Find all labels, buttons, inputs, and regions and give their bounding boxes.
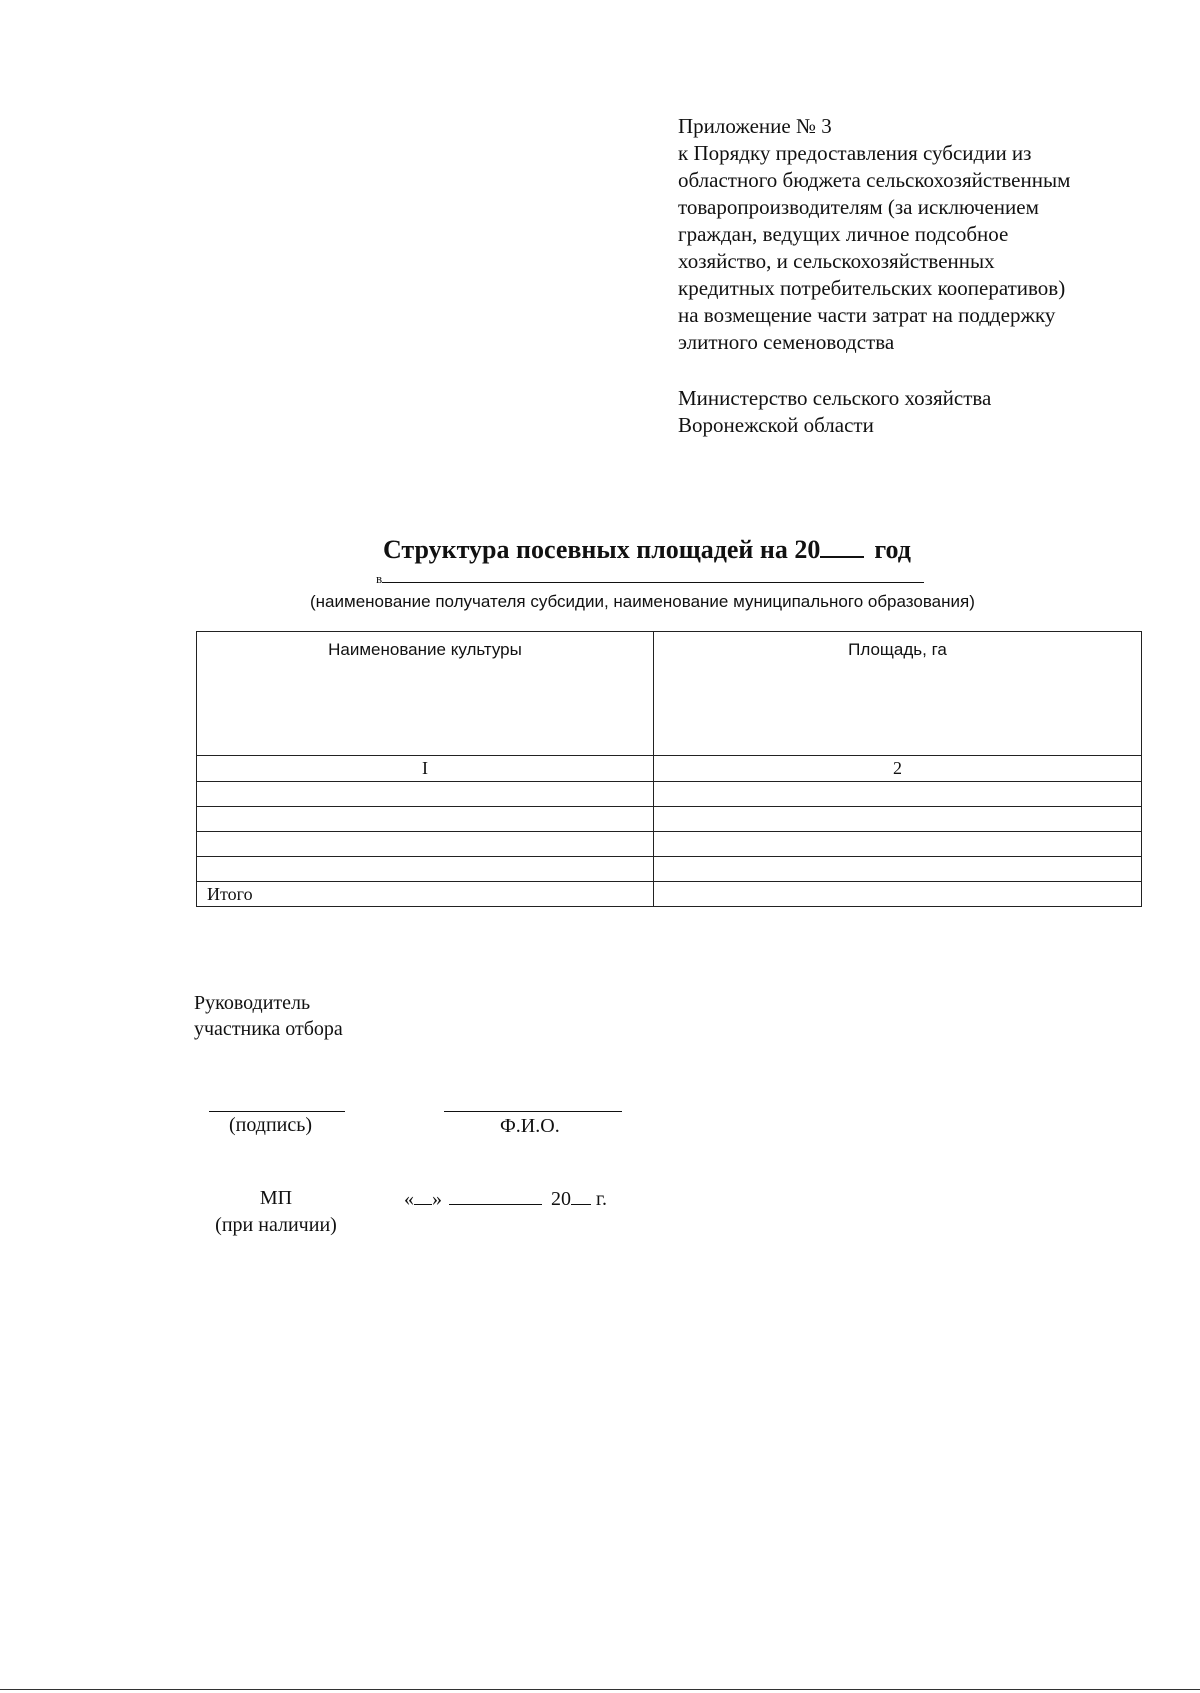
total-row — [197, 882, 1142, 907]
annex-line: кредитных потребительских кооперативов) — [678, 276, 1066, 300]
annex-line: граждан, ведущих личное подсобное — [678, 222, 1009, 246]
table-header-row — [197, 632, 1142, 756]
annex-line: хозяйство, и сельскохозяйственных — [678, 249, 995, 273]
area-cell[interactable] — [654, 857, 1142, 882]
stamp-line: (при наличии) — [215, 1214, 337, 1236]
signatory-line: участника отбора — [194, 1018, 343, 1040]
signatory-line: Руководитель — [194, 992, 311, 1014]
stamp-label — [208, 1185, 344, 1239]
date-open-quote: « — [404, 1188, 414, 1210]
table-row — [197, 832, 1142, 857]
month-blank[interactable] — [449, 1186, 542, 1205]
signature-caption: (подпись) — [229, 1114, 313, 1136]
addressee-line: Воронежской области — [678, 413, 874, 437]
addressee-line: Министерство сельского хозяйства — [678, 386, 992, 410]
date-field — [404, 1186, 607, 1211]
document-title — [383, 535, 911, 565]
crop-name-cell[interactable] — [197, 832, 654, 857]
total-label: Итого — [197, 882, 654, 907]
day-blank[interactable] — [414, 1186, 432, 1205]
title-suffix: год — [874, 535, 911, 564]
signature-line[interactable] — [209, 1111, 345, 1112]
full-name-line[interactable] — [444, 1111, 622, 1112]
annex-line: на возмещение части затрат на поддержку — [678, 303, 1056, 327]
crop-name-cell[interactable] — [197, 782, 654, 807]
total-area-cell[interactable] — [654, 882, 1142, 907]
full-name-caption: Ф.И.О. — [500, 1115, 560, 1137]
table-row — [197, 857, 1142, 882]
recipient-field[interactable] — [382, 570, 924, 583]
annex-line: Приложение № 3 — [678, 114, 832, 138]
area-cell[interactable] — [654, 807, 1142, 832]
table-row — [197, 807, 1142, 832]
stamp-line: МП — [259, 1187, 293, 1209]
year-blank[interactable] — [820, 536, 864, 558]
annex-line: к Порядку предоставления субсидии из — [678, 141, 1032, 165]
area-cell[interactable] — [654, 782, 1142, 807]
year-prefix: 20 — [551, 1188, 571, 1210]
recipient-prefix: в — [376, 571, 383, 586]
crop-area-table — [196, 631, 1142, 907]
title-prefix: Структура посевных площадей на 20 — [383, 535, 821, 564]
signatory-title — [194, 990, 343, 1042]
date-close-quote: » — [432, 1188, 442, 1210]
page-edge-rule — [0, 1689, 1200, 1690]
annex-header — [678, 113, 1178, 356]
annex-line: элитного семеноводства — [678, 330, 895, 354]
annex-line: областного бюджета сельскохозяйственным — [678, 168, 1071, 192]
crop-name-cell[interactable] — [197, 807, 654, 832]
year-blank-date[interactable] — [571, 1186, 591, 1205]
addressee — [678, 385, 1178, 439]
header-crop-name: Наименование культуры — [197, 632, 654, 756]
column-number-row — [197, 756, 1142, 782]
area-cell[interactable] — [654, 832, 1142, 857]
annex-line: товаропроизводителям (за исключением — [678, 195, 1039, 219]
year-suffix: г. — [596, 1188, 607, 1210]
crop-name-cell[interactable] — [197, 857, 654, 882]
header-area: Площадь, га — [654, 632, 1142, 756]
table-row — [197, 782, 1142, 807]
recipient-line — [376, 570, 924, 587]
recipient-caption: (наименование получателя субсидии, наименование муниципального образования) — [310, 592, 975, 611]
column-number: 2 — [654, 756, 1142, 782]
column-number: I — [197, 756, 654, 782]
